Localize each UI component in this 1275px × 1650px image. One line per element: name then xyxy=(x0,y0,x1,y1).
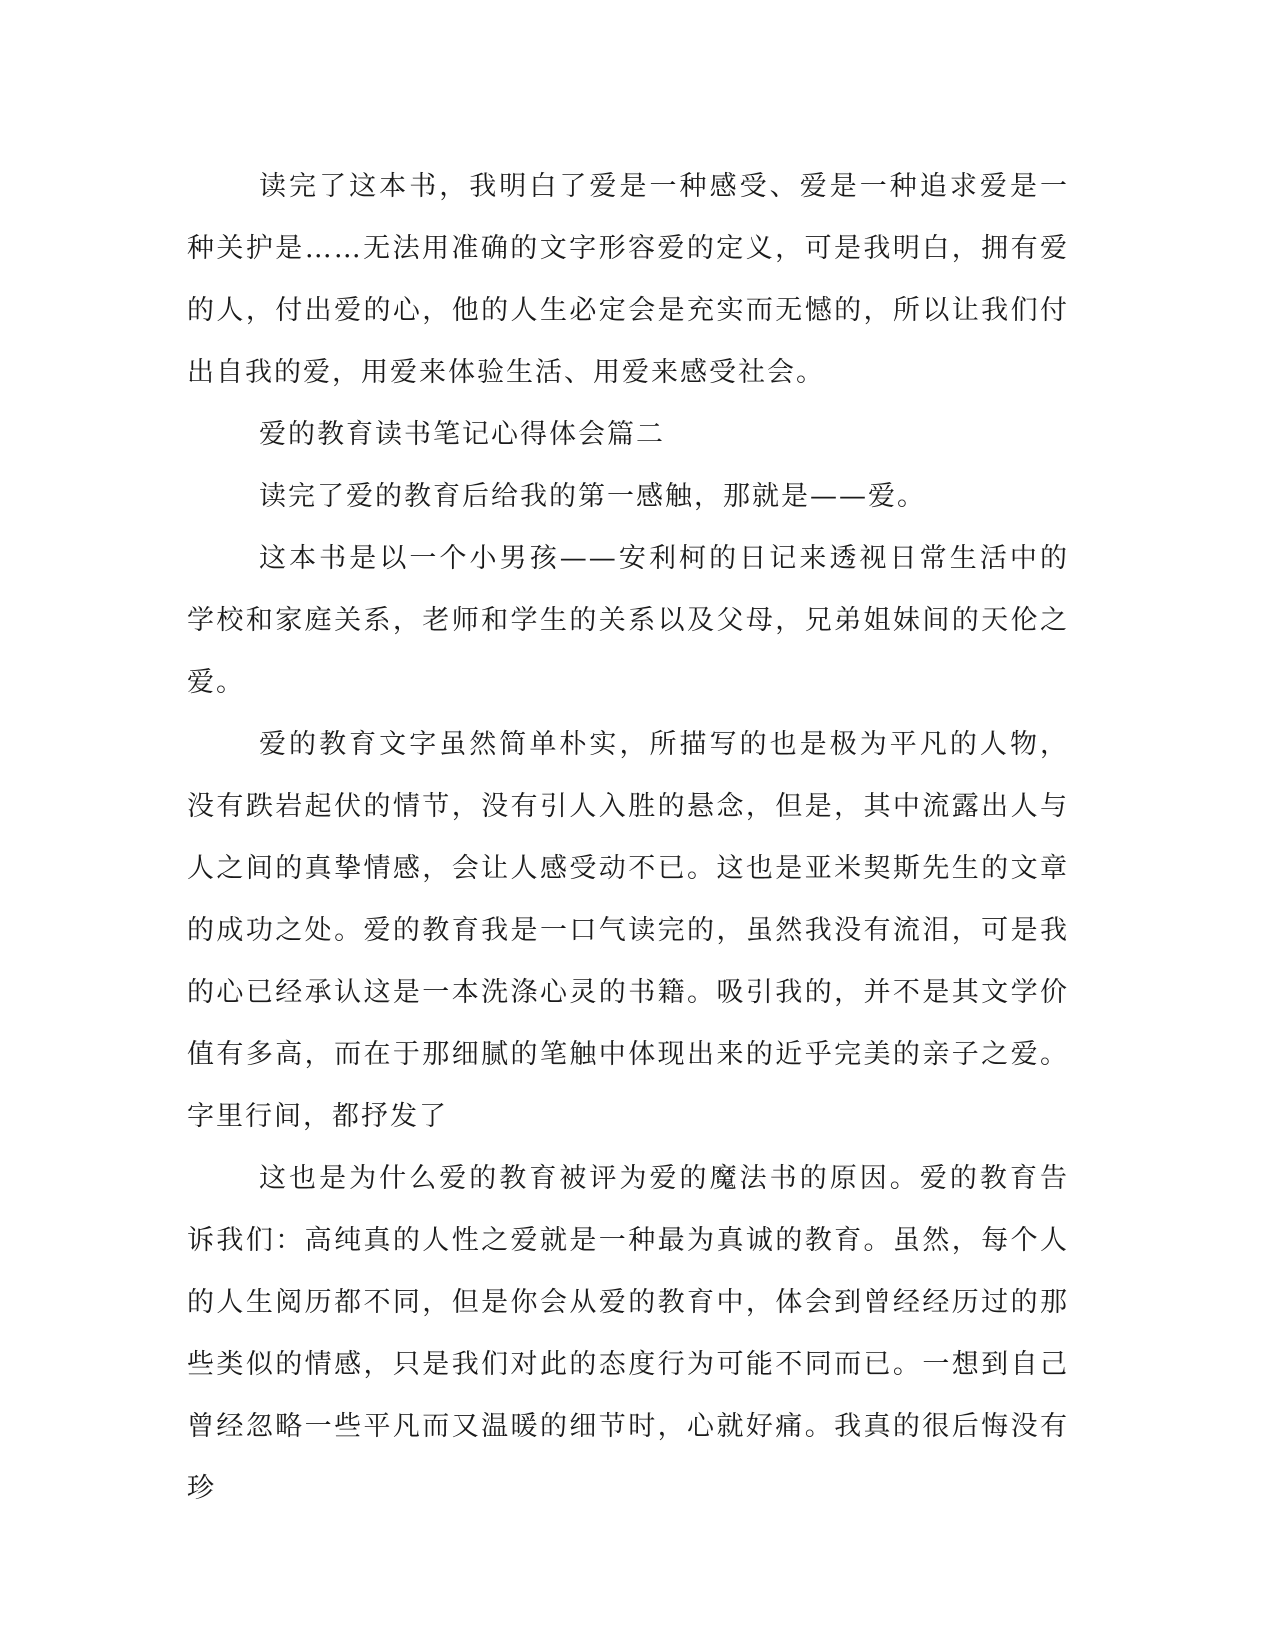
paragraph-2: 读完了爱的教育后给我的第一感触，那就是——爱。 xyxy=(259,481,926,512)
document-body xyxy=(187,156,1069,1520)
section-heading: 爱的教育读书笔记心得体会篇二 xyxy=(259,419,665,450)
paragraph-1: 读完了这本书，我明白了爱是一种感受、爱是一种追求爱是一种关护是……无法用准确的文字形容爱的定义，可是我明白，拥有爱的人，付出爱的心，他的人生必定会是充实而无憾的，所以让我们付出自我的爱，用爱来体验生活、用爱来感受社会。 xyxy=(187,171,1069,388)
paragraph-5: 这也是为什么爱的教育被评为爱的魔法书的原因。爱的教育告诉我们：高纯真的人性之爱就是一种最为真诚的教育。虽然，每个人的人生阅历都不同，但是你会从爱的教育中，体会到曾经经历过的那些类似的情感，只是我们对此的态度行为可能不同而已。一想到自己曾经忽略一些平凡而又温暖的细节时，心就好痛。我真的很后悔没有珍 xyxy=(187,1163,1069,1504)
paragraph-4: 爱的教育文字虽然简单朴实，所描写的也是极为平凡的人物，没有跌岩起伏的情节，没有引人入胜的悬念，但是，其中流露出人与人之间的真挚情感，会让人感受动不已。这也是亚米契斯先生的文章的成功之处。爱的教育我是一口气读完的，虽然我没有流泪，可是我的心已经承认这是一本洗涤心灵的书籍。吸引我的，并不是其文学价值有多高，而在于那细腻的笔触中体现出来的近乎完美的亲子之爱。字里行间，都抒发了 xyxy=(187,729,1069,1132)
paragraph-3: 这本书是以一个小男孩——安利柯的日记来透视日常生活中的学校和家庭关系，老师和学生的关系以及父母，兄弟姐妹间的天伦之爱。 xyxy=(187,543,1069,698)
